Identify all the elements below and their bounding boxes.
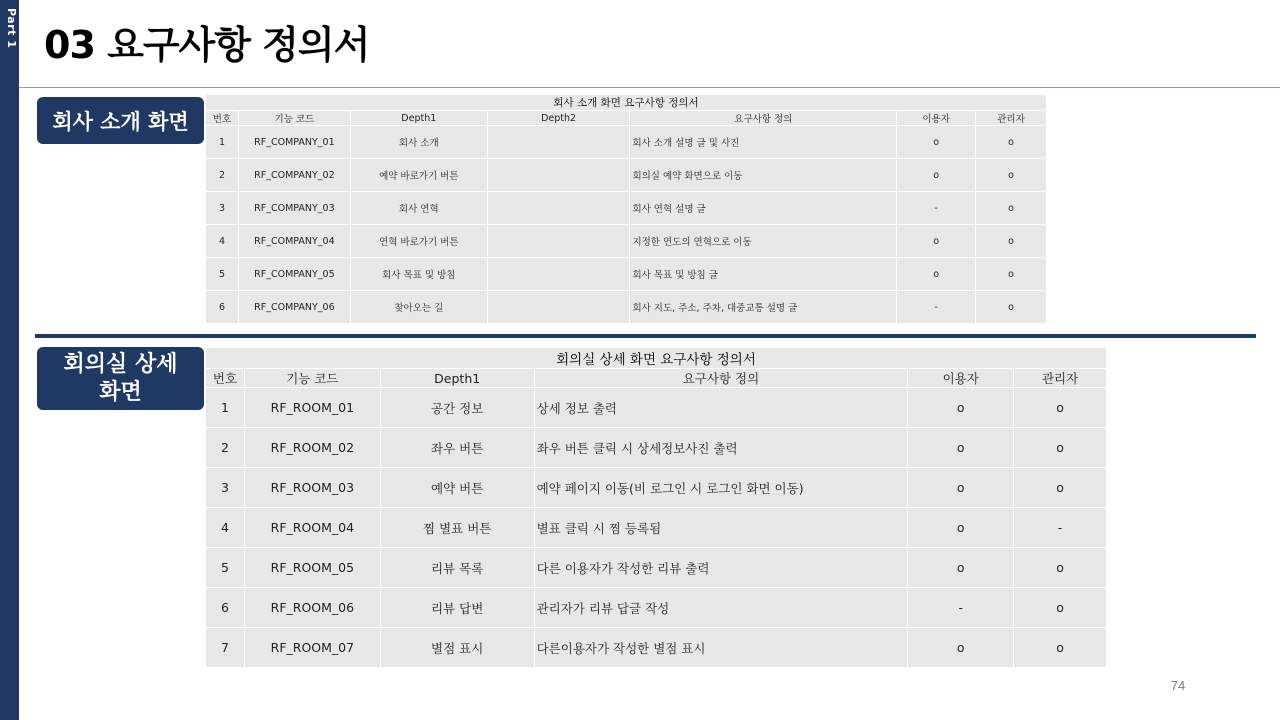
cell-requirement: 회사 목표 및 방침 글 bbox=[630, 258, 897, 291]
cell-number: 3 bbox=[206, 192, 239, 225]
cell-requirement: 상세 정보 출력 bbox=[534, 388, 908, 428]
cell-function-code: RF_COMPANY_04 bbox=[238, 225, 350, 258]
table-row bbox=[206, 468, 1107, 508]
cell-user: o bbox=[897, 126, 976, 159]
cell-number: 6 bbox=[206, 588, 245, 628]
cell-requirement: 관리자가 리뷰 답글 작성 bbox=[534, 588, 908, 628]
cell-requirement: 회사 소개 설명 글 및 사진 bbox=[630, 126, 897, 159]
section-badge-room-detail: 회의실 상세 화면 bbox=[37, 347, 204, 410]
page-title: 03 요구사항 정의서 bbox=[44, 23, 370, 67]
header-number: 번호 bbox=[206, 369, 245, 388]
cell-depth2 bbox=[487, 258, 630, 291]
cell-user: o bbox=[908, 428, 1014, 468]
table-row bbox=[206, 428, 1107, 468]
cell-admin: o bbox=[1014, 468, 1107, 508]
cell-requirement: 회사 지도, 주소, 주차, 대중교통 설명 글 bbox=[630, 291, 897, 324]
table-header-row bbox=[206, 111, 1047, 126]
cell-admin: o bbox=[976, 258, 1047, 291]
cell-user: o bbox=[908, 508, 1014, 548]
cell-number: 4 bbox=[206, 225, 239, 258]
table-row bbox=[206, 291, 1047, 324]
header-user: 이용자 bbox=[897, 111, 976, 126]
cell-requirement: 회의실 예약 화면으로 이동 bbox=[630, 159, 897, 192]
cell-admin: o bbox=[1014, 428, 1107, 468]
cell-admin: o bbox=[976, 291, 1047, 324]
cell-requirement: 지정한 연도의 연혁으로 이동 bbox=[630, 225, 897, 258]
cell-number: 3 bbox=[206, 468, 245, 508]
table-caption: 회의실 상세 화면 요구사항 정의서 bbox=[206, 348, 1107, 369]
cell-function-code: RF_COMPANY_05 bbox=[238, 258, 350, 291]
cell-number: 2 bbox=[206, 159, 239, 192]
table-caption: 회사 소개 화면 요구사항 정의서 bbox=[206, 95, 1047, 111]
section-divider bbox=[35, 334, 1256, 338]
cell-depth2 bbox=[487, 225, 630, 258]
cell-function-code: RF_ROOM_07 bbox=[244, 628, 380, 668]
header-user: 이용자 bbox=[908, 369, 1014, 388]
cell-depth2 bbox=[487, 126, 630, 159]
cell-depth1: 회사 연혁 bbox=[350, 192, 487, 225]
header-requirement: 요구사항 정의 bbox=[630, 111, 897, 126]
cell-function-code: RF_COMPANY_01 bbox=[238, 126, 350, 159]
cell-depth1: 찾아오는 길 bbox=[350, 291, 487, 324]
cell-user: o bbox=[908, 468, 1014, 508]
cell-depth1: 회사 목표 및 방침 bbox=[350, 258, 487, 291]
cell-user: - bbox=[908, 588, 1014, 628]
cell-requirement: 좌우 버튼 클릭 시 상세정보사진 출력 bbox=[534, 428, 908, 468]
cell-function-code: RF_COMPANY_06 bbox=[238, 291, 350, 324]
cell-user: o bbox=[897, 258, 976, 291]
header-number: 번호 bbox=[206, 111, 239, 126]
header-admin: 관리자 bbox=[976, 111, 1047, 126]
cell-number: 6 bbox=[206, 291, 239, 324]
cell-depth1: 공간 정보 bbox=[380, 388, 534, 428]
cell-user: o bbox=[897, 159, 976, 192]
cell-requirement: 별표 클릭 시 찜 등록됨 bbox=[534, 508, 908, 548]
cell-requirement: 다른이용자가 작성한 별점 표시 bbox=[534, 628, 908, 668]
cell-depth1: 예약 바로가기 버튼 bbox=[350, 159, 487, 192]
header-admin: 관리자 bbox=[1014, 369, 1107, 388]
cell-admin: o bbox=[976, 192, 1047, 225]
cell-admin: o bbox=[976, 225, 1047, 258]
cell-admin: o bbox=[1014, 388, 1107, 428]
header-depth1: Depth1 bbox=[350, 111, 487, 126]
cell-requirement: 다른 이용자가 작성한 리뷰 출력 bbox=[534, 548, 908, 588]
table-row bbox=[206, 159, 1047, 192]
cell-requirement: 회사 연혁 설명 글 bbox=[630, 192, 897, 225]
cell-depth1: 좌우 버튼 bbox=[380, 428, 534, 468]
cell-depth1: 연혁 바로가기 버튼 bbox=[350, 225, 487, 258]
cell-depth1: 리뷰 답변 bbox=[380, 588, 534, 628]
page-number: 74 bbox=[1170, 678, 1186, 693]
cell-user: o bbox=[908, 388, 1014, 428]
cell-number: 1 bbox=[206, 388, 245, 428]
cell-depth1: 별점 표시 bbox=[380, 628, 534, 668]
cell-admin: o bbox=[1014, 588, 1107, 628]
cell-function-code: RF_ROOM_04 bbox=[244, 508, 380, 548]
title-underline bbox=[19, 87, 1280, 88]
table-row bbox=[206, 508, 1107, 548]
header-requirement: 요구사항 정의 bbox=[534, 369, 908, 388]
table-row bbox=[206, 588, 1107, 628]
cell-requirement: 예약 페이지 이동(비 로그인 시 로그인 화면 이동) bbox=[534, 468, 908, 508]
cell-depth2 bbox=[487, 159, 630, 192]
cell-function-code: RF_COMPANY_02 bbox=[238, 159, 350, 192]
cell-depth1: 리뷰 목록 bbox=[380, 548, 534, 588]
cell-user: o bbox=[908, 628, 1014, 668]
header-depth1: Depth1 bbox=[380, 369, 534, 388]
cell-admin: - bbox=[1014, 508, 1107, 548]
cell-admin: o bbox=[976, 159, 1047, 192]
cell-number: 5 bbox=[206, 258, 239, 291]
table-row bbox=[206, 225, 1047, 258]
cell-function-code: RF_ROOM_01 bbox=[244, 388, 380, 428]
side-bar bbox=[0, 0, 19, 720]
cell-admin: o bbox=[1014, 548, 1107, 588]
cell-number: 2 bbox=[206, 428, 245, 468]
table-row bbox=[206, 192, 1047, 225]
cell-user: - bbox=[897, 291, 976, 324]
cell-user: o bbox=[908, 548, 1014, 588]
cell-function-code: RF_ROOM_05 bbox=[244, 548, 380, 588]
table-row bbox=[206, 126, 1047, 159]
cell-depth2 bbox=[487, 192, 630, 225]
cell-number: 4 bbox=[206, 508, 245, 548]
table-row bbox=[206, 388, 1107, 428]
table-row bbox=[206, 628, 1107, 668]
cell-admin: o bbox=[1014, 628, 1107, 668]
cell-depth1: 예약 버튼 bbox=[380, 468, 534, 508]
cell-number: 5 bbox=[206, 548, 245, 588]
room-detail-requirements-table bbox=[205, 347, 1107, 668]
cell-admin: o bbox=[976, 126, 1047, 159]
table-row bbox=[206, 258, 1047, 291]
cell-user: o bbox=[897, 225, 976, 258]
cell-depth1: 회사 소개 bbox=[350, 126, 487, 159]
company-requirements-table bbox=[205, 94, 1047, 324]
cell-depth1: 찜 별표 버튼 bbox=[380, 508, 534, 548]
header-depth2: Depth2 bbox=[487, 111, 630, 126]
header-function-code: 기능 코드 bbox=[244, 369, 380, 388]
cell-function-code: RF_COMPANY_03 bbox=[238, 192, 350, 225]
cell-function-code: RF_ROOM_03 bbox=[244, 468, 380, 508]
table-header-row bbox=[206, 369, 1107, 388]
cell-function-code: RF_ROOM_06 bbox=[244, 588, 380, 628]
part-label: Part 1 bbox=[5, 8, 18, 49]
cell-function-code: RF_ROOM_02 bbox=[244, 428, 380, 468]
cell-depth2 bbox=[487, 291, 630, 324]
section-badge-company: 회사 소개 화면 bbox=[37, 97, 204, 144]
cell-number: 7 bbox=[206, 628, 245, 668]
header-function-code: 기능 코드 bbox=[238, 111, 350, 126]
cell-user: - bbox=[897, 192, 976, 225]
cell-number: 1 bbox=[206, 126, 239, 159]
table-row bbox=[206, 548, 1107, 588]
